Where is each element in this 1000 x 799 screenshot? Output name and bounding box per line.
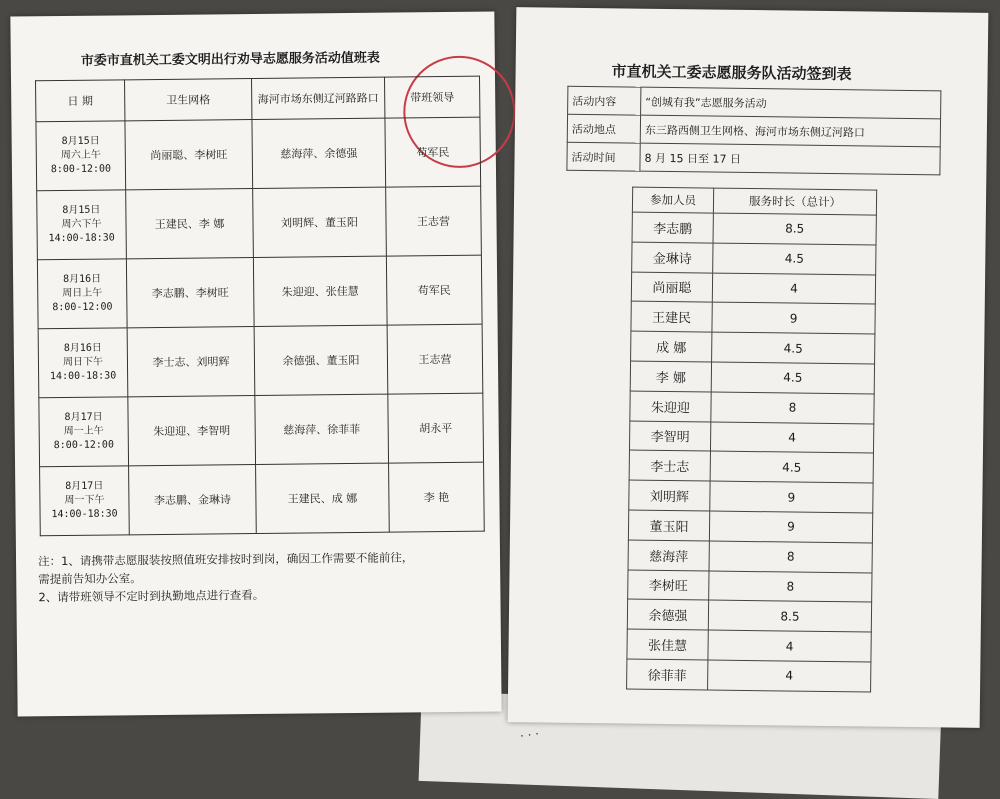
participant-name: 余德强	[627, 599, 708, 630]
participant-hours: 4	[708, 660, 871, 692]
info-value: 东三路西侧卫生网格、海河市场东侧辽河路口	[640, 115, 940, 147]
duty-grid-names: 李士志、刘明辉	[152, 355, 230, 370]
duty-leader-names: 王志营	[416, 214, 451, 229]
participant-hours: 9	[710, 481, 873, 513]
info-row	[567, 114, 940, 147]
participant-name: 金琳诗	[632, 242, 713, 273]
duty-date-line: 8月16日	[63, 273, 102, 286]
participant-name: 李士志	[629, 450, 710, 481]
participant-hours: 9	[712, 302, 875, 334]
participant-row	[630, 391, 874, 424]
participant-name: 张佳慧	[627, 629, 708, 660]
info-key: 活动地点	[567, 114, 640, 143]
duty-date	[37, 259, 127, 329]
duty-leader	[386, 186, 482, 256]
col-date: 日 期	[36, 80, 125, 122]
info-key: 活动内容	[568, 86, 641, 115]
info-value: “创城有我”志愿服务活动	[641, 87, 941, 119]
note-line: 需提前告知办公室。	[38, 571, 142, 587]
duty-row	[40, 462, 485, 536]
participant-hours: 4.5	[713, 243, 876, 275]
col-leader: 带班领导	[385, 76, 480, 118]
duty-grid-names: 李志鹏、金琳诗	[153, 493, 231, 508]
participant-row	[627, 659, 871, 692]
duty-date-line: 周一上午	[63, 425, 104, 438]
duty-date-line: 14:00-18:30	[51, 508, 118, 521]
col-grid: 卫生网格	[125, 79, 252, 121]
participant-name: 尚丽聪	[631, 272, 712, 303]
participant-hours: 8	[709, 541, 872, 573]
participant-hours: 4	[712, 273, 875, 305]
participant-row	[629, 421, 873, 454]
duty-grid	[128, 396, 256, 466]
note-line: 注：1、请携带志愿服装按照值班安排按时到岗，确因工作需要不能前往，	[37, 550, 414, 569]
duty-date-line: 8:00-12:00	[50, 163, 112, 176]
participant-hours: 8	[711, 392, 874, 424]
participant-name: 李 娜	[630, 361, 711, 392]
duty-date-line: 周一下午	[64, 494, 105, 507]
participant-hours: 8	[709, 571, 872, 603]
duty-grid	[125, 120, 253, 190]
duty-table	[35, 76, 485, 537]
duty-date-line: 8月17日	[65, 480, 104, 493]
duty-roster-sheet	[10, 11, 501, 716]
duty-leader-names: 胡永平	[419, 421, 453, 436]
col-market: 海河市场东侧辽河路路口	[252, 77, 385, 119]
participant-table	[626, 187, 877, 693]
participant-name: 慈海萍	[628, 540, 709, 571]
participant-name: 李智明	[629, 421, 710, 452]
duty-row	[37, 186, 482, 260]
participant-name: 李树旺	[628, 570, 709, 601]
duty-date-line: 8月16日	[63, 342, 102, 355]
duty-date-line: 周日上午	[62, 287, 103, 300]
duty-market-names: 刘明辉、董玉阳	[280, 215, 359, 230]
duty-market-names: 慈海萍、徐菲菲	[283, 422, 361, 437]
duty-leader-names: 苟军民	[417, 283, 451, 298]
notes	[38, 547, 499, 606]
duty-market	[252, 118, 386, 188]
participant-hours: 8.5	[713, 213, 876, 245]
duty-leader	[386, 255, 482, 325]
duty-grid-names: 朱迎迎、李智明	[153, 424, 231, 439]
participant-row	[631, 301, 875, 334]
duty-market-names: 余德强、董玉阳	[282, 353, 360, 368]
duty-date-line: 8:00-12:00	[52, 301, 113, 314]
participant-row	[628, 540, 872, 573]
duty-grid	[126, 258, 254, 328]
participant-row	[632, 242, 876, 275]
participant-hours: 4	[710, 422, 873, 454]
participant-row	[627, 599, 871, 632]
participant-name: 王建民	[631, 301, 712, 332]
participant-row	[628, 510, 872, 543]
duty-grid	[127, 327, 255, 397]
participant-hours: 4.5	[712, 332, 875, 364]
duty-market	[256, 463, 390, 533]
duty-grid	[129, 465, 257, 535]
participant-name: 董玉阳	[628, 510, 709, 541]
participant-name: 徐菲菲	[627, 659, 708, 690]
duty-roster-title: 市委市直机关工委文明出行劝导志愿服务活动值班表	[80, 50, 380, 69]
duty-leader	[387, 324, 483, 394]
duty-leader-names: 苟军民	[416, 145, 450, 160]
duty-date-line: 8月15日	[62, 204, 101, 217]
duty-leader	[385, 117, 481, 187]
participant-row	[630, 361, 874, 394]
duty-date-line: 周日下午	[62, 356, 104, 369]
info-value: 8 月 15 日至 17 日	[640, 143, 940, 175]
duty-date-line: 14:00-18:30	[48, 232, 115, 245]
duty-grid-names: 李志鹏、李树旺	[151, 286, 229, 301]
participant-header	[632, 187, 876, 215]
duty-date-line: 14:00-18:30	[49, 370, 117, 383]
info-key: 活动时间	[567, 142, 640, 171]
duty-leader	[388, 393, 484, 463]
duty-row	[38, 324, 483, 398]
duty-date	[37, 190, 127, 260]
duty-market	[255, 394, 389, 464]
duty-row	[39, 393, 484, 467]
participant-row	[631, 331, 875, 364]
duty-grid-names: 尚丽聪、李树旺	[150, 148, 228, 163]
note-line: 2、请带班领导不定时到执勤地点进行查看。	[38, 587, 265, 605]
participant-row	[629, 450, 873, 483]
col-hours: 服务时长（总计）	[713, 188, 876, 215]
duty-date-line: 8月17日	[64, 411, 103, 424]
duty-market	[253, 187, 387, 257]
duty-leader	[389, 462, 485, 532]
duty-grid	[126, 189, 254, 259]
participant-name: 朱迎迎	[630, 391, 711, 422]
duty-date-line: 8月15日	[61, 135, 100, 148]
duty-grid-names: 王建民、李 娜	[154, 217, 225, 232]
participant-row	[631, 272, 875, 305]
duty-leader-names: 王志营	[418, 352, 452, 367]
duty-market	[254, 325, 388, 395]
participant-hours: 4	[708, 630, 871, 662]
col-participant: 参加人员	[632, 187, 713, 213]
duty-row	[36, 117, 481, 191]
sign-in-title: 市直机关工委志愿服务队活动签到表	[611, 62, 852, 84]
participant-hours: 4.5	[710, 451, 873, 483]
duty-row	[37, 255, 482, 329]
duty-date	[40, 466, 130, 536]
duty-date-line: 8:00-12:00	[53, 439, 115, 452]
duty-market	[253, 256, 387, 326]
duty-market-names: 王建民、成 娜	[287, 491, 358, 506]
participant-row	[632, 212, 876, 245]
activity-info-table	[566, 86, 941, 176]
duty-date	[38, 328, 128, 398]
participant-row	[628, 570, 872, 603]
participant-hours: 9	[709, 511, 872, 543]
duty-date-line: 周六下午	[61, 218, 102, 231]
participant-name: 成 娜	[631, 331, 712, 362]
participant-hours: 4.5	[711, 362, 874, 394]
participant-row	[629, 480, 873, 513]
info-row	[568, 86, 941, 119]
duty-date	[39, 397, 129, 467]
info-row	[567, 142, 940, 175]
duty-market-names: 慈海萍、余德强	[280, 146, 358, 161]
background-handwriting: · · ·	[519, 726, 540, 744]
duty-leader-names: 李 艳	[423, 490, 450, 505]
duty-table-header	[36, 76, 480, 122]
duty-market-names: 朱迎迎、张佳慧	[281, 284, 359, 299]
participant-row	[627, 629, 871, 662]
duty-date	[36, 121, 126, 191]
participant-hours: 8.5	[708, 600, 871, 632]
sign-in-sheet	[508, 7, 989, 728]
duty-date-line: 周六上午	[60, 149, 101, 162]
participant-name: 李志鹏	[632, 212, 713, 243]
participant-name: 刘明辉	[629, 480, 710, 511]
